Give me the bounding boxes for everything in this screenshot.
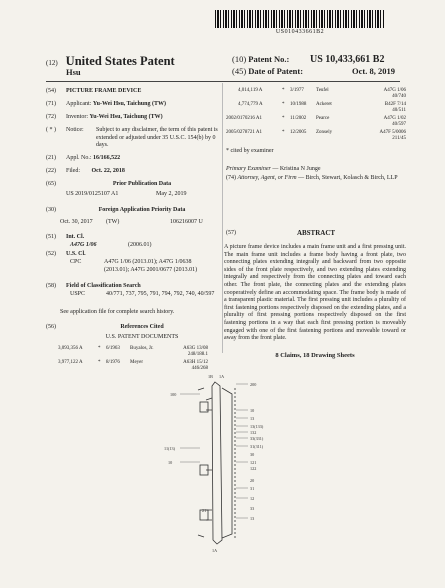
inventor-label: Inventor: [66, 114, 88, 120]
int-cl-year: (2006.01) [128, 242, 152, 248]
attorney-value: — Birch, Stewart, Kolasch & Birch, LLP [298, 175, 398, 181]
ref-name: Ackeret [316, 102, 332, 107]
ref-date: 3/1977 [290, 88, 304, 93]
code-71: (71) [46, 101, 56, 107]
applicant-value: Yu-Wei Hsu, Taichung (TW) [92, 101, 166, 107]
header-right [232, 54, 395, 77]
fig-label: 33(331) [250, 436, 264, 441]
patent-no-label: Patent No.: [248, 54, 290, 64]
cpc-text: A47G 1/06 (2013.01); A47G 1/0638 (2013.01); A47G 2001/0677 (2013.01) [104, 259, 198, 273]
ref-class: B42F 7/14 [384, 102, 406, 107]
code-30: (30) [46, 207, 56, 213]
pressing-portions [206, 398, 212, 520]
appl-label: Appl. No.: [66, 155, 92, 161]
ref-date: 6/1963 [106, 346, 120, 351]
barcode-number: US010433661B2 [275, 29, 325, 35]
appl-no-value: 16/166,522 [93, 155, 121, 161]
reference-row [226, 102, 406, 116]
fig-label: 21 [202, 508, 207, 513]
header-rule [46, 81, 400, 82]
reference-row [226, 116, 406, 130]
fig-label: 31(311) [250, 444, 264, 449]
us-docs-heading-text: U.S. PATENT DOCUMENTS [105, 334, 179, 340]
code-22: (22) [46, 168, 56, 174]
ref-no: 3,977,122 A [58, 360, 83, 365]
foreign-number: 106216007 U [170, 219, 203, 225]
code-74: (74) [226, 175, 236, 181]
examiner-label: Primary Examiner [226, 166, 271, 172]
prior-pub-number: US 2019/0125107 A1 [66, 191, 119, 197]
fastening-portion [200, 402, 208, 412]
ref-name: Meyer [130, 360, 144, 365]
ref-date: 10/1988 [290, 102, 307, 107]
fig-label: 30 [250, 452, 255, 457]
fig-label: 20 [250, 478, 255, 483]
ref-star: * [98, 346, 101, 351]
ref-class2: 40/511 [392, 108, 406, 113]
code-21: (21) [46, 155, 56, 161]
attorney-label: Attorney, Agent, or Firm [237, 175, 297, 181]
abstract-heading: ABSTRACT [296, 229, 336, 237]
fig-label: 11(13) [164, 446, 176, 451]
ref-name: Zonsely [316, 130, 333, 135]
fig-label: 13 [250, 416, 255, 421]
ref-name: Pearce [316, 116, 330, 121]
int-cl-label: Int. Cl. [66, 234, 85, 240]
code-72: (72) [46, 114, 56, 120]
cited-note: * cited by examiner [226, 148, 274, 154]
code-56: (56) [46, 324, 56, 330]
ref-date: 12/2005 [290, 130, 307, 135]
examiner-line [226, 166, 406, 174]
code-58: (58) [46, 283, 56, 289]
fig-label: 33 [250, 506, 255, 511]
code-54: (54) [46, 88, 56, 94]
code-57: (57) [226, 230, 236, 236]
references-heading: References Cited [120, 324, 164, 330]
ref-name: Buyalos, Jr. [130, 346, 154, 351]
code-51: (51) [46, 234, 56, 240]
ref-star: * [98, 360, 101, 365]
reference-row [226, 88, 406, 102]
fig-label: 12 [250, 496, 255, 501]
reference-row [226, 130, 406, 144]
front-plate [222, 388, 232, 538]
patent-number: US 10,433,661 B2 [310, 54, 385, 65]
column-divider [222, 83, 223, 353]
inventor-surname: Hsu [66, 67, 81, 77]
filed-label: Filed: [66, 168, 81, 174]
attorney-line [226, 175, 406, 183]
prior-pub-heading: Prior Publication Data [112, 181, 172, 187]
ref-class: A47G 1/02 [383, 116, 406, 121]
inventor-value: Yu-Wei Hsu, Taichung (TW) [89, 114, 163, 120]
fig-label: 121 [250, 460, 257, 465]
ref-class2: 40/740 [392, 94, 406, 99]
ref-class2: 211/45 [392, 136, 406, 141]
us-cl-label: U.S. Cl. [66, 251, 86, 257]
invention-title: PICTURE FRAME DEVICE [66, 88, 142, 94]
ref-no: 4,014,119 A [238, 88, 263, 93]
barcode [215, 10, 385, 28]
reference-row [58, 346, 208, 360]
notice-label: Notice: [66, 127, 84, 133]
patent-date: Oct. 8, 2019 [352, 66, 395, 76]
ref-class: A63H 15/12 [183, 360, 208, 365]
ref-class2: 248/188.1 [187, 352, 208, 357]
fig-label: 1A [219, 374, 225, 379]
ref-class: A63G 13/08 [183, 346, 208, 351]
ref-star: * [282, 102, 285, 107]
filed-value: Oct. 22, 2018 [91, 168, 125, 174]
fig-label: 1A [212, 548, 218, 553]
class-search-note-text: See application file for complete search history. [60, 309, 175, 315]
bracket-lines [198, 388, 207, 537]
fig-label: 10 [250, 408, 255, 413]
ref-class: A47G 1/06 [383, 88, 406, 93]
references-right-list [226, 88, 406, 144]
code-45: (45) [232, 66, 247, 76]
frame-body [212, 382, 222, 544]
code-notice: ( * ) [46, 127, 56, 133]
patent-drawing [140, 370, 300, 555]
code-10: (10) [232, 54, 247, 64]
fig-label: 1B [208, 374, 213, 379]
fig-label: 13(133) [250, 424, 264, 429]
fig-label: 10 [168, 460, 173, 465]
ref-class: A47F 5/0006 [379, 130, 406, 135]
applicant-label: Applicant: [66, 101, 92, 107]
ref-star: * [282, 88, 285, 93]
examiner-value: — Kristina N Junge [272, 166, 321, 172]
fig-label: 200 [250, 382, 257, 387]
ref-date: 11/2002 [290, 116, 307, 121]
fig-label: 13 [250, 516, 255, 521]
ref-no: 2002/0170216 A1 [226, 116, 262, 121]
fig-label: 31 [250, 486, 255, 491]
class-search-label: Field of Classification Search [66, 283, 141, 289]
uspc-label: USPC [70, 291, 86, 297]
code-65: (65) [46, 181, 56, 187]
cpc-label: CPC [70, 259, 82, 265]
foreign-date: Oct. 30, 2017 [60, 219, 93, 225]
ref-star: * [282, 130, 285, 135]
ref-class2: 446/268 [191, 366, 208, 371]
fig-label: 122 [250, 466, 257, 471]
ref-name: Teufel [316, 88, 329, 93]
notice-text: Subject to any disclaimer, the term of this patent is extended or adjusted under 35 U.S.C. 154(b) by 0 days. [96, 127, 218, 148]
ref-date: 8/1976 [106, 360, 120, 365]
code-12: (12) [46, 59, 58, 67]
code-52: (52) [46, 251, 56, 257]
int-cl-class: A47G 1/06 [70, 242, 97, 248]
fig-label: 100 [170, 392, 177, 397]
document-type: United States Patent [65, 54, 175, 68]
ref-star: * [282, 116, 285, 121]
claims-summary: 8 Claims, 18 Drawing Sheets [275, 352, 355, 359]
foreign-heading: Foreign Application Priority Data [98, 207, 186, 213]
uspc-text: 40/771, 737, 795, 791, 794, 792, 740, 40/597 [106, 291, 215, 297]
ref-class2: 40/597 [392, 122, 406, 127]
fig-label: 132 [250, 430, 257, 435]
ref-no: 2005/0278721 A1 [226, 130, 262, 135]
date-label: Date of Patent: [248, 66, 304, 76]
ref-no: 3,093,356 A [58, 346, 83, 351]
prior-pub-date: May 2, 2019 [156, 191, 187, 197]
ref-no: 4,774,779 A [238, 102, 263, 107]
foreign-country: (TW) [106, 219, 120, 225]
abstract-text: A picture frame device includes a main frame unit and a first pressing unit. The main frame unit includes a frame body having a front plate, two connecting plates extending integrally and backward from two opposite sides of the front plate respectively, and two extending plates extending integrally and respectively from the connecting plates and toward each other. The front plate, the connecting plates and the extending plates cooperatively define an accommodating space. The frame body is made of a transparent plastic material. The first pressing unit includes a plurality of first fastening portions respectively disposed on the extending plates, and a plurality of first pressing portions respectively disposed on the first fastening portions in a way that each first pressing portion is moveably engaged with one of the first fastening portions and moveable toward or away from the front plate. [224, 244, 406, 342]
